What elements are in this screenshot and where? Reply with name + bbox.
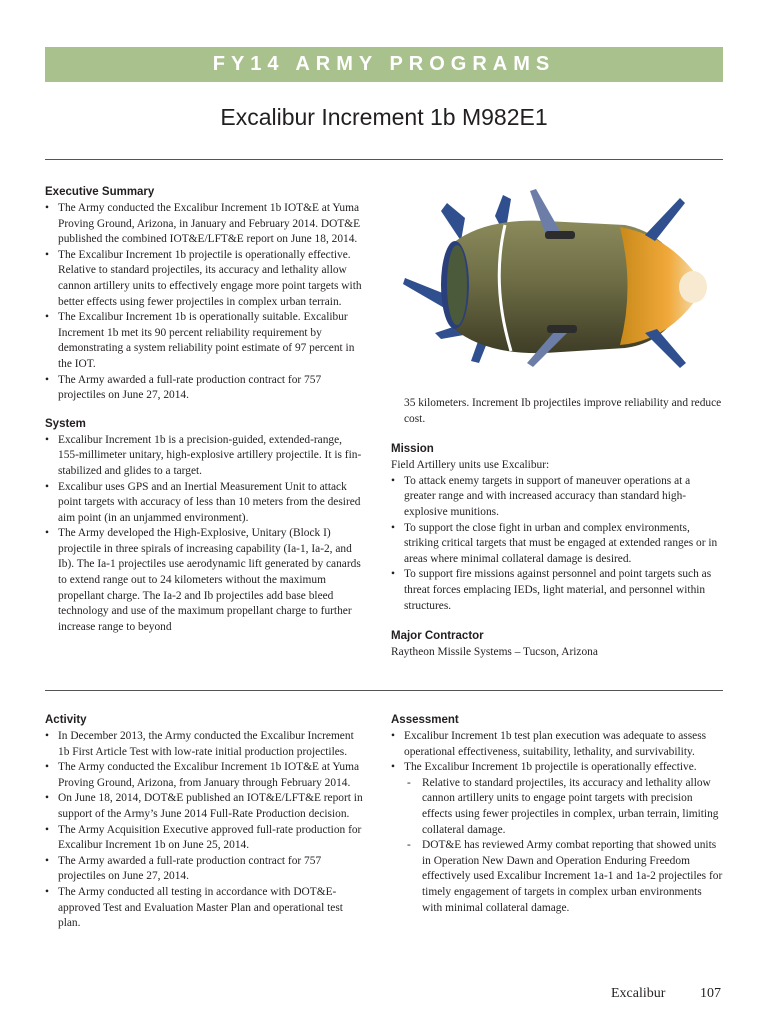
right-column	[391, 396, 723, 661]
assessment-list	[391, 729, 723, 916]
activity-heading: Activity	[45, 714, 87, 726]
list-item: • Excalibur uses GPS and an Inertial Measurement Unit to attack point targets with accuracy of less than 10 meters from the desired aim point (in an unjammed environment).	[45, 480, 365, 527]
executive-summary-heading: Executive Summary	[45, 186, 155, 198]
excalibur-projectile-image	[395, 183, 723, 388]
list-item: • The Army awarded a full-rate production contract for 757 projectiles on June 27, 2014.	[45, 854, 365, 885]
major-contractor-heading: Major Contractor	[391, 630, 484, 643]
list-item: • The Excalibur Increment 1b is operationally suitable. Excalibur Increment 1b met its 90 percent reliability requirement by demonstrating a system reliability point estimate of 97 percent in the IOT.	[45, 310, 365, 372]
list-item: • In December 2013, the Army conducted the Excalibur Increment 1b First Article Test with low-rate initial production projectiles.	[45, 729, 365, 760]
major-contractor-text: Raytheon Missile Systems – Tucson, Arizona	[391, 646, 598, 659]
left-column	[45, 185, 365, 635]
footer-page-number: 107	[700, 986, 721, 1001]
list-item: • The Army developed the High-Explosive, Unitary (Block I) projectile in three spirals of increasing capability (Ia-1, Ia-2, and Ib). The Ia-1 projectiles use aerodynamic lift generated by canards to extend range out to 24 kilometers without the maximum propellant charge. The Ia-2 and Ib projectiles add base bleed technology and use of the maximum propellant charge to further increase range to beyond	[45, 526, 365, 635]
executive-summary-list	[45, 201, 365, 404]
assessment-heading: Assessment	[391, 714, 459, 726]
sub-list-item: - DOT&E has reviewed Army combat reporting that showed units in Operation New Dawn and Operation Enduring Freedom effectively used Excalibur Increment 1a-1 and 1a-2 projectiles for timely engagement of targets in complex urban environments with minimal collateral damage.	[391, 838, 723, 916]
section-banner	[45, 47, 723, 82]
list-item: • To support fire missions against personnel and point targets such as threat forces emplacing IEDs, light material, and personnel within structures.	[391, 567, 723, 614]
mission-heading: Mission	[391, 443, 434, 456]
footer-section-name: Excalibur	[611, 986, 666, 1001]
activity-list	[45, 729, 365, 932]
system-heading: System	[45, 417, 86, 430]
list-item: • The Army awarded a full-rate production contract for 757 projectiles on June 27, 2014.	[45, 373, 365, 404]
list-item	[391, 760, 723, 916]
middle-divider	[45, 690, 723, 691]
list-item: • The Army conducted all testing in accordance with DOT&E-approved Test and Evaluation Master Plan and operational test plan.	[45, 885, 365, 932]
list-item: • The Army Acquisition Executive approved full-rate production for Excalibur Increment 1b on June 25, 2014.	[45, 823, 365, 854]
list-item: • To support the close fight in urban and complex environments, striking critical targets that must be engaged at extended ranges or in areas where minimal collateral damage is desired.	[391, 521, 723, 568]
activity-column	[45, 713, 365, 932]
mission-intro: Field Artillery units use Excalibur:	[391, 459, 550, 472]
list-item: • The Army conducted the Excalibur Increment 1b IOT&E at Yuma Proving Ground, Arizona, in January and February 2014. DOT&E published the combined IOT&E/LFT&E report on June 18, 2014.	[45, 201, 365, 248]
system-list	[45, 433, 365, 636]
mission-list	[391, 474, 723, 614]
banner-text: FY14 ARMY PROGRAMS	[212, 53, 556, 75]
list-item: • On June 18, 2014, DOT&E published an IOT&E/LFT&E report in support of the Army’s June 2014 Full-Rate Production decision.	[45, 791, 365, 822]
assessment-sub-list	[391, 776, 723, 916]
list-item: • The Excalibur Increment 1b projectile is operationally effective. Relative to standard projectiles, its accuracy and lethality allow cannon artillery units to effectively engage more point targets with better effects using fewer projectiles in complex urban terrain.	[45, 248, 365, 310]
page-title: Excalibur Increment 1b M982E1	[220, 104, 548, 130]
list-item: • The Army conducted the Excalibur Increment 1b IOT&E at Yuma Proving Ground, Arizona, from January through February 2014.	[45, 760, 365, 791]
list-item: • Excalibur Increment 1b is a precision-guided, extended-range, 155-millimeter unitary, high-explosive artillery projectile. It is fin-stabilized and glides to a target.	[45, 433, 365, 480]
list-item: • To attack enemy targets in support of maneuver operations at a greater range and with increased accuracy than standard high-explosive munitions.	[391, 474, 723, 521]
assessment-column	[391, 713, 723, 916]
system-continuation: 35 kilometers. Increment Ib projectiles improve reliability and reduce cost.	[404, 397, 722, 425]
sub-list-item: - Relative to standard projectiles, its accuracy and lethality allow cannon artillery units to engage point targets with precision effects using fewer projectiles in complex, urban terrain, limiting collateral damage.	[391, 776, 723, 838]
top-divider	[45, 159, 723, 160]
list-item-text: The Excalibur Increment 1b projectile is operationally effective.	[404, 761, 697, 774]
list-item: • Excalibur Increment 1b test plan execution was adequate to assess operational effectiveness, suitability, lethality, and survivability.	[391, 729, 723, 760]
